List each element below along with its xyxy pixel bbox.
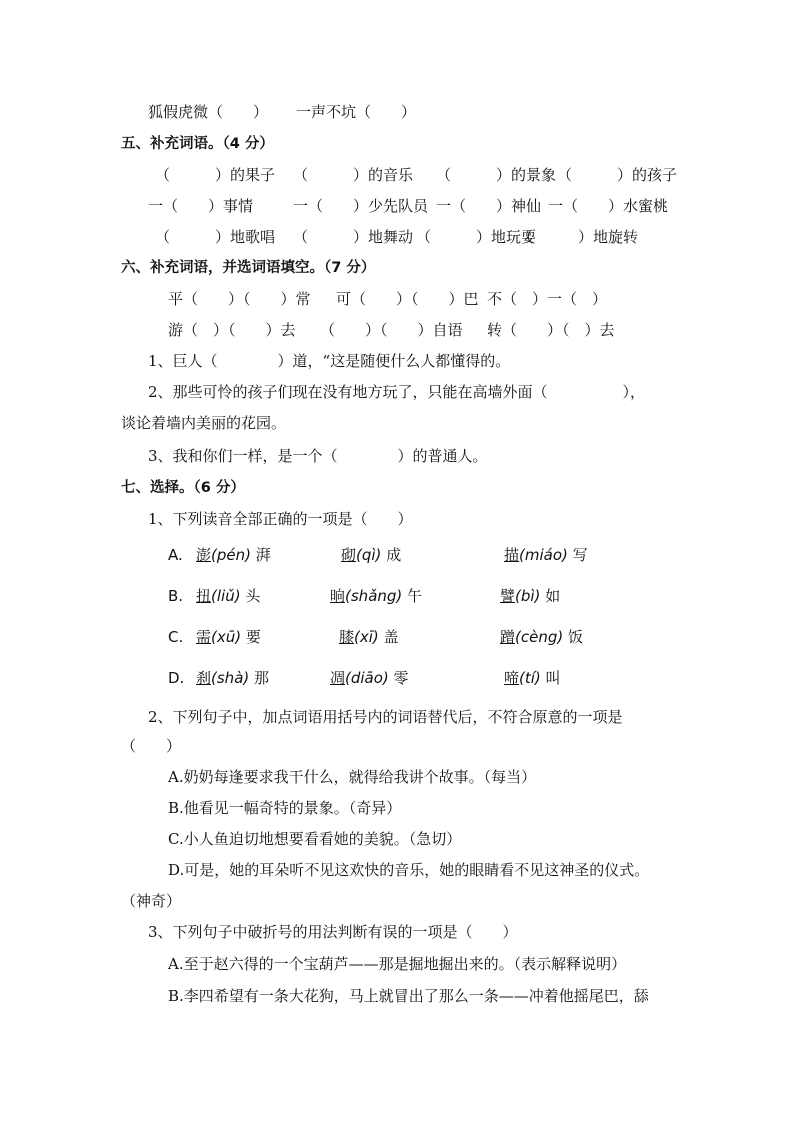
s6-question-1: 1、巨人（ ）道，“这是随便什么人都懂得的。 xyxy=(148,352,511,370)
s7-q3-option-a: A.至于赵六得的一个宝葫芦——那是掘地掘出来的。（表示解释说明） xyxy=(168,955,627,973)
s5-r1-item: （ ）的孩子 xyxy=(557,166,678,184)
s7-question-3: 3、下列句子中破折号的用法判断有误的一项是（ ） xyxy=(148,923,518,941)
s6-word-group: 转（ ）（ ）去 xyxy=(487,321,615,339)
option-label-a: A. xyxy=(168,546,183,564)
section-6-heading: 六、补充词语，并选词语填空。（7 分） xyxy=(121,260,376,276)
option-label-d: D. xyxy=(168,669,185,687)
s7-q3-option-b: B.李四希望有一条大花狗，马上就冒出了那么一条——冲着他摇尾巴，舔 xyxy=(168,987,649,1005)
s6-word-group: 可（ ）（ ）巴 xyxy=(336,290,479,308)
pinyin-item: 扭(liǔ) 头 xyxy=(196,587,261,605)
s5-r3-item: （ ）地舞动 xyxy=(293,228,414,246)
s7-q2-option-b: B.他看见一幅奇特的景象。（奇异） xyxy=(168,799,402,817)
s7-q2-option-d-cont: （神奇） xyxy=(121,892,182,910)
option-label-b: B. xyxy=(168,587,184,605)
pinyin-item: 描(miáo) 写 xyxy=(504,546,588,564)
pinyin-item: 澎(pén) 湃 xyxy=(196,546,271,564)
s6-word-group: 平（ ）（ ）常 xyxy=(168,290,311,308)
idiom-a: 狐假虎微（ ） xyxy=(148,103,269,121)
s5-r3-item: （ ）地旋转 xyxy=(518,228,639,246)
s7-question-1: 1、下列读音全部正确的一项是（ ） xyxy=(148,510,413,528)
s6-question-2-cont: 谈论着墙内美丽的花园。 xyxy=(121,414,287,432)
s7-q2-option-c: C.小人鱼迫切地想要看看她的美貌。（急切） xyxy=(168,830,462,848)
option-label-c: C. xyxy=(168,628,184,646)
s7-q2-option-d: D.可是，她的耳朵听不见这欢快的音乐，她的眼睛看不见这神圣的仪式。 xyxy=(168,861,650,879)
s6-question-2: 2、那些可怜的孩子们现在没有地方玩了，只能在高墙外面（ ）， xyxy=(148,383,646,401)
s5-r2-item: 一（ ）少先队员 xyxy=(293,197,429,215)
s6-word-group: （ ）（ ）自语 xyxy=(320,321,463,339)
s5-r1-item: （ ）的景象 xyxy=(436,166,557,184)
s5-r1-item: （ ）的音乐 xyxy=(293,166,414,184)
s7-q2-option-a: A.奶奶每逢要求我干什么，就得给我讲个故事。（每当） xyxy=(168,768,537,786)
s5-r2-item: 一（ ）水蜜桃 xyxy=(548,197,669,215)
section-5-heading: 五、补充词语。（4 分） xyxy=(121,136,274,152)
s7-question-2: 2、下列句子中，加点词语用括号内的词语替代后，不符合原意的一项是 xyxy=(148,708,623,726)
pinyin-item: 砌(qì) 成 xyxy=(341,546,402,564)
s5-r3-item: （ ）地玩耍 xyxy=(416,228,537,246)
s5-r2-item: 一（ ）事情 xyxy=(148,197,254,215)
pinyin-item: 晌(shǎng) 午 xyxy=(330,587,423,605)
s6-word-group: 不（ ）一（ ） xyxy=(487,290,608,308)
section-7-heading: 七、选择。（6 分） xyxy=(121,480,245,496)
s5-r3-item: （ ）地歌唱 xyxy=(155,228,276,246)
pinyin-item: 需(xū) 要 xyxy=(196,628,261,646)
pinyin-item: 蹭(cèng) 饭 xyxy=(500,628,584,646)
s7-question-2-cont: （ ） xyxy=(121,737,182,755)
idiom-b: 一声不坑（ ） xyxy=(296,103,417,121)
pinyin-item: 膝(xī) 盖 xyxy=(339,628,399,646)
s6-question-3: 3、我和你们一样，是一个（ ）的普通人。 xyxy=(148,447,488,465)
s5-r1-item: （ ）的果子 xyxy=(155,166,276,184)
pinyin-item: 刹(shà) 那 xyxy=(196,669,270,687)
s5-r2-item: 一（ ）神仙 xyxy=(436,197,542,215)
pinyin-item: 譬(bì) 如 xyxy=(500,587,561,605)
s6-word-group: 游（ ）（ ）去 xyxy=(168,321,296,339)
pinyin-item: 啼(tí) 叫 xyxy=(504,669,561,687)
pinyin-item: 凋(diāo) 零 xyxy=(330,669,409,687)
